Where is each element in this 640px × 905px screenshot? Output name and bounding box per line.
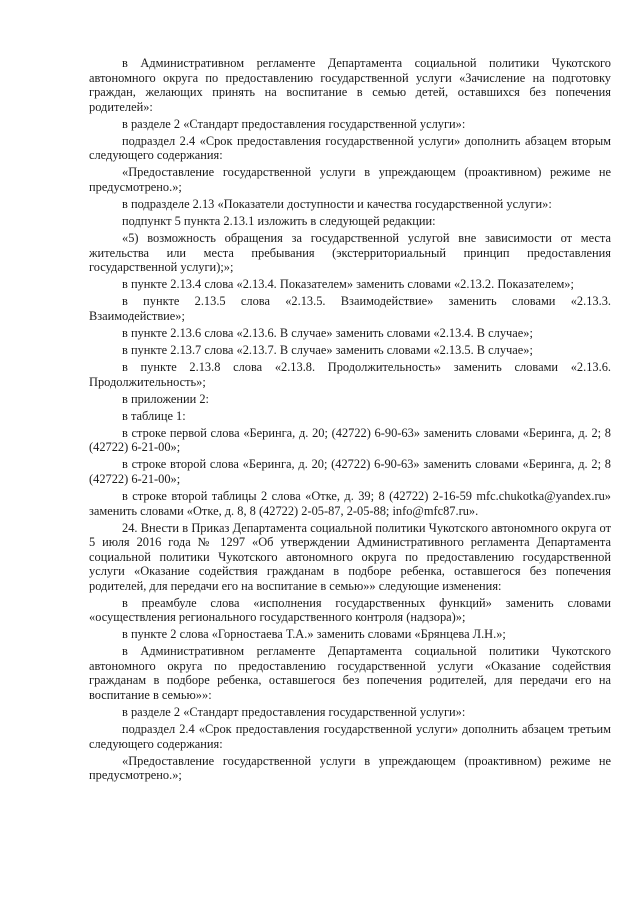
paragraph: подпункт 5 пункта 2.13.1 изложить в следующей редакции:	[122, 213, 436, 228]
paragraph: «5) возможность обращения за государственной услугой вне зависимости от места жительства или места пребывания (экстерриториальный принцип предоставления государственной услуги);»;	[89, 231, 611, 275]
paragraph: в приложении 2:	[122, 391, 210, 406]
paragraph: «Предоставление государственной услуги в упреждающем (проактивном) режиме не предусмотрено.»;	[89, 753, 611, 783]
paragraph: в пункте 2 слова «Горностаева Т.А.» заменить словами «Брянцева Л.Н.»;	[122, 627, 506, 642]
paragraph: 24. Внести в Приказ Департамента социальной политики Чукотского автономного округа от 5 июля 2016 года № 1297 «Об утверждении Административного регламента Департамента социальной политики Чукотского автономного округа по предоставлению государственной услуги «Оказание содействия гражданам в подборе ребенка, оставшегося без попечения родителей, для передачи его на воспитание в семью»» следующие изменения:	[89, 520, 611, 593]
paragraph: в разделе 2 «Стандарт предоставления государственной услуги»:	[122, 704, 466, 719]
paragraph: в Административном регламенте Департамента социальной политики Чукотского автономного округа по предоставлению государственной услуги «Зачисление на подготовку граждан, желающих принять на воспитание в семью детей, оставшихся без попечения родителей»:	[89, 56, 611, 114]
paragraph: в подразделе 2.13 «Показатели доступности и качества государственной услуги»:	[122, 196, 552, 211]
paragraph: в преамбуле слова «исполнения государственных функций» заменить словами «осуществления регионального государственного контроля (надзора)»;	[89, 595, 611, 625]
paragraph: в строке второй таблицы 2 слова «Отке, д. 39; 8 (42722) 2-16-59 mfc.chukotka@yandex.ru» заменить словами «Отке, д. 8, 8 (42722) 2-05-87, 2-05-88; info@mfc87.ru».	[89, 489, 611, 518]
document-page	[89, 56, 611, 783]
paragraph: в строке второй слова «Беринга, д. 20; (42722) 6-90-63» заменить словами «Беринга, д. 2; 8 (42722) 6-21-00»;	[89, 457, 611, 486]
paragraph: подраздел 2.4 «Срок предоставления государственной услуги» дополнить абзацем третьим следующего содержания:	[89, 722, 611, 751]
paragraph: в строке первой слова «Беринга, д. 20; (42722) 6-90-63» заменить словами «Беринга, д. 2; 8 (42722) 6-21-00»;	[89, 425, 611, 455]
paragraph: в пункте 2.13.5 слова «2.13.5. Взаимодействие» заменить словами «2.13.3. Взаимодействие»;	[89, 294, 611, 323]
paragraph: «Предоставление государственной услуги в упреждающем (проактивном) режиме не предусмотрено.»;	[89, 165, 611, 194]
paragraph: в разделе 2 «Стандарт предоставления государственной услуги»:	[122, 116, 466, 131]
paragraph: в Административном регламенте Департамента социальной политики Чукотского автономного округа по предоставлению государственной услуги «Оказание содействия гражданам в подборе ребенка, оставшегося без попечения родителей, для передачи его на воспитание в семью»»:	[89, 644, 611, 702]
paragraph: в таблице 1:	[122, 408, 186, 423]
paragraph: в пункте 2.13.4 слова «2.13.4. Показателем» заменить словами «2.13.2. Показателем»;	[122, 277, 574, 292]
paragraph: в пункте 2.13.8 слова «2.13.8. Продолжительность» заменить словами «2.13.6. Продолжительность»;	[89, 360, 611, 389]
paragraph: в пункте 2.13.6 слова «2.13.6. В случае» заменить словами «2.13.4. В случае»;	[122, 325, 533, 340]
paragraph: в пункте 2.13.7 слова «2.13.7. В случае» заменить словами «2.13.5. В случае»;	[122, 342, 533, 357]
paragraph: подраздел 2.4 «Срок предоставления государственной услуги» дополнить абзацем вторым следующего содержания:	[89, 133, 611, 163]
